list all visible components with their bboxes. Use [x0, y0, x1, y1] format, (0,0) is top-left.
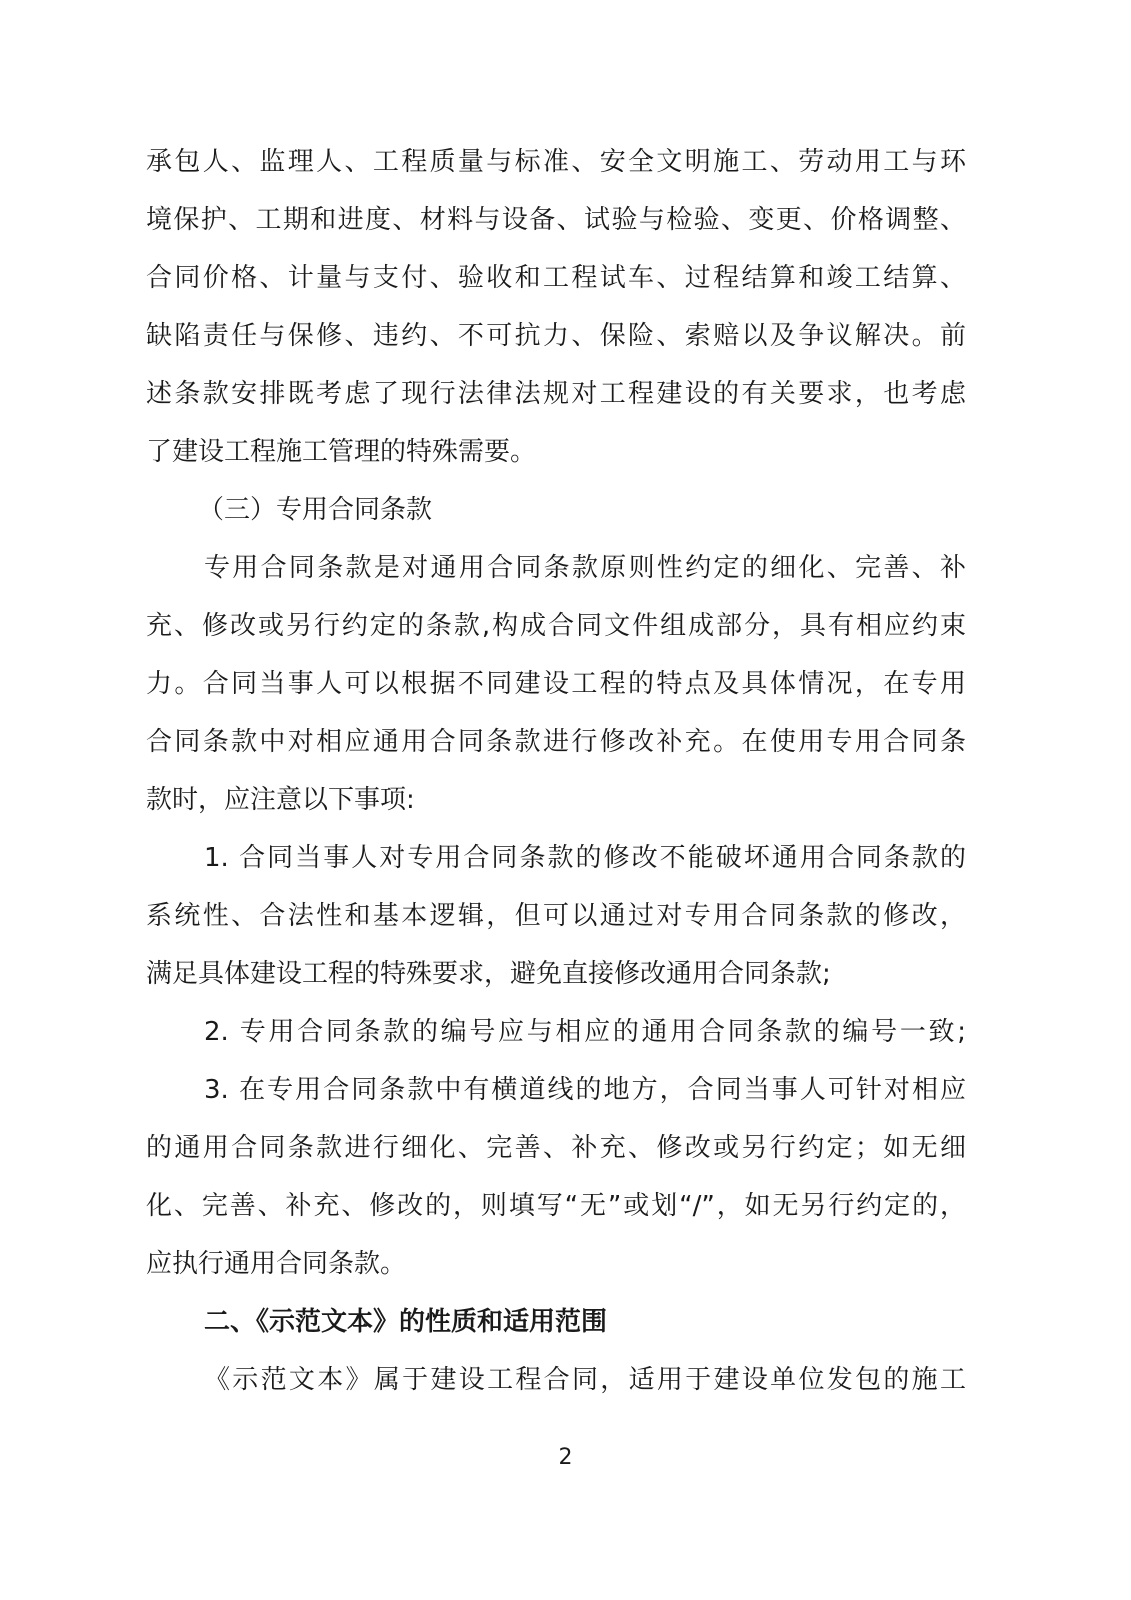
list-item-1-line-1: 1. 合同当事人对专用合同条款的修改不能破坏通用合同条款的: [204, 843, 966, 873]
text-line-4: 缺陷责任与保修、违约、不可抗力、保险、索赔以及争议解决。前: [146, 321, 966, 351]
text-line-11: 合同条款中对相应通用合同条款进行修改补充。在使用专用合同条: [146, 727, 966, 757]
list-item-3-line-3: 化、完善、补充、修改的，则填写“无”或划“/”，如无另行约定的，: [146, 1191, 966, 1221]
list-item-3-line-4: 应执行通用合同条款。: [146, 1249, 407, 1279]
document-body: [146, 133, 966, 1409]
text-line-8: 专用合同条款是对通用合同条款原则性约定的细化、完善、补: [204, 553, 966, 583]
text-line-2: 境保护、工期和进度、材料与设备、试验与检验、变更、价格调整、: [146, 205, 966, 235]
list-item-3-line-1: 3. 在专用合同条款中有横道线的地方，合同当事人可针对相应: [204, 1075, 966, 1105]
list-item-1-line-3: 满足具体建设工程的特殊要求，避免直接修改通用合同条款;: [146, 959, 831, 989]
text-line-3: 合同价格、计量与支付、验收和工程试车、过程结算和竣工结算、: [146, 263, 966, 293]
page-number: 2: [558, 1445, 573, 1470]
text-line-10: 力。合同当事人可以根据不同建设工程的特点及具体情况，在专用: [146, 669, 966, 699]
text-line-5: 述条款安排既考虑了现行法律法规对工程建设的有关要求，也考虑: [146, 379, 966, 409]
section-heading-special-terms: （三）专用合同条款: [198, 495, 433, 525]
list-item-2: 2. 专用合同条款的编号应与相应的通用合同条款的编号一致;: [204, 1017, 966, 1047]
text-line-22: 《示范文本》属于建设工程合同，适用于建设单位发包的施工: [204, 1365, 966, 1395]
text-line-1: 承包人、监理人、工程质量与标准、安全文明施工、劳动用工与环: [146, 147, 966, 177]
list-item-1-line-2: 系统性、合法性和基本逻辑，但可以通过对专用合同条款的修改，: [146, 901, 966, 931]
list-item-3-line-2: 的通用合同条款进行细化、完善、补充、修改或另行约定；如无细: [146, 1133, 966, 1163]
text-line-12: 款时，应注意以下事项:: [146, 785, 415, 815]
section-heading-nature-scope: 二、《示范文本》的性质和适用范围: [204, 1307, 608, 1337]
text-line-9: 充、修改或另行约定的条款,构成合同文件组成部分，具有相应约束: [146, 611, 966, 641]
text-line-6: 了建设工程施工管理的特殊需要。: [146, 437, 537, 467]
